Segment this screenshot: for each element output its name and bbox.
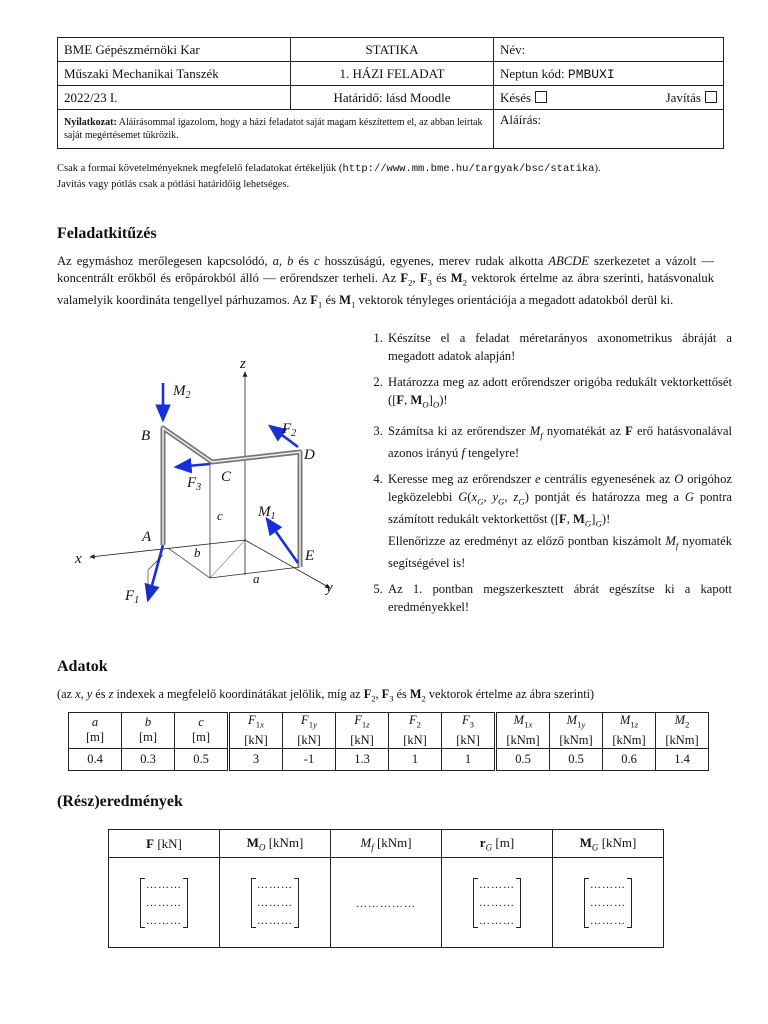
value-m1z: 0.6 — [603, 748, 656, 770]
declaration-label: Nyilatkozat: — [64, 117, 117, 128]
value-f2: 1 — [389, 748, 442, 770]
answer-mg[interactable]: ……… ……… ……… — [553, 858, 664, 948]
header-table — [57, 37, 724, 149]
note-line2: Javítás vagy pótlás csak a pótlási határidőig lehetséges. — [57, 179, 290, 190]
value-b: 0.3 — [122, 748, 175, 770]
answer-f[interactable]: ……… ……… ……… — [109, 858, 220, 948]
neptun-label: Neptun kód: — [500, 65, 565, 81]
answer-rg[interactable]: ……… ……… ……… — [442, 858, 553, 948]
value-m1x: 0.5 — [496, 748, 550, 770]
value-c: 0.5 — [175, 748, 229, 770]
answer-mo[interactable]: ……… ……… ……… — [220, 858, 331, 948]
data-value-row — [69, 748, 709, 770]
data-note: (az x, y és z indexek a megfelelő koordinátákat jelölik, míg az $F_2$, $F_3$ és $M_2$ vektorok értelme az ábra szerinti) — [57, 687, 595, 704]
semester: 2022/23 I. — [58, 86, 291, 110]
section-title-data: Adatok — [57, 658, 108, 675]
problem-intro: Az egymáshoz merőlegesen kapcsolódó, a, b és c hosszúságú, egyenes, merev rudak alkotta ABCDE szerkezetet a vázolt — koncentrált erőkből és erőpárokból álló — erőrendszer terheli. Az $F_2$, $F_3$ és $M_2$ vektorok értelme az ábra szerinti, hatásvonaluk valamelyik koordináta tengellyel párhuzamos. Az $F_1$ és $M_1$ vektorok tényleges orientációja a megadott adatokból derül ki. — [57, 254, 715, 310]
results-table — [108, 829, 664, 948]
task-2: 2. Határozza meg az adott erőrendszer origóba redukált vektorkettősét ([F, $M_O]_O$)! — [386, 374, 732, 414]
task-3: 3. Számítsa ki az erőrendszer $M_f$ nyomatékát az F erő hatásvonalával azonos irányú f tengelyre! — [386, 423, 732, 463]
label-a-point: A — [142, 529, 152, 545]
note-text: Csak a formai követelményeknek megfelelő feladatokat értékeljük ( — [57, 163, 343, 174]
department: Műszaki Mechanikai Tanszék — [58, 62, 291, 86]
declaration — [58, 110, 494, 149]
faculty: BME Gépészmérnöki Kar — [58, 38, 291, 62]
label-m2: $M_2$ — [173, 383, 191, 401]
task-1: 1. Készítse el a feladat méretarányos axonometrikus ábráját a megadott adatok alapján! — [386, 330, 732, 365]
correction-label: Javítás — [665, 89, 701, 105]
f3-arrow — [176, 464, 210, 467]
label-a-dim: a — [253, 571, 260, 586]
section-title-problem: Feladatkitűzés — [57, 225, 157, 242]
value-m2: 1.4 — [656, 748, 709, 770]
notes — [57, 161, 724, 193]
value-f1x: 3 — [229, 748, 283, 770]
label-e: E — [305, 548, 315, 564]
label-c-dim: c — [217, 508, 223, 523]
value-f1z: 1.3 — [336, 748, 389, 770]
value-f3: 1 — [442, 748, 496, 770]
label-x: x — [75, 551, 82, 567]
late-correction-cell — [494, 86, 724, 110]
label-f3: $F_3$ — [187, 475, 202, 493]
label-b-dim: b — [194, 545, 201, 560]
label-m1: $M_1$ — [258, 504, 276, 522]
signature-field[interactable]: Aláírás: — [494, 110, 724, 149]
m1-arrow — [267, 519, 298, 563]
label-b: B — [141, 428, 151, 444]
label-c: C — [221, 469, 232, 485]
value-f1y: -1 — [283, 748, 336, 770]
label-y: y — [326, 580, 333, 596]
data-header-row: a [m] b [m] c [m] $F_{1x}$ [kN] $F_{1y}$ [kN] $F_{1z}$ [kN] $F_2$ [kN] $F_3$ [kN] $M_{1x}$ [kNm] $M_{1y}$ [kNm] $M_{1z}$ [kNm] $M_2$ [kNm] — [69, 713, 709, 749]
course-url-link[interactable]: http://www.mm.bme.hu/targyak/bsc/statika — [342, 163, 595, 175]
structure-bars — [163, 428, 300, 567]
label-f2: $F_2$ — [282, 421, 297, 439]
task-5: 5. Az 1. pontban megszerkesztett ábrát egészítse ki a kapott eredményekkel! — [386, 581, 732, 616]
late-label: Késés — [500, 89, 532, 105]
deadline: Határidő: lásd Moodle — [291, 86, 494, 110]
name-field[interactable]: Név: — [494, 38, 724, 62]
late-checkbox[interactable] — [535, 91, 547, 103]
neptun-code: PMBUXI — [567, 66, 615, 82]
results-header-row: F [kN] $M_O$ [kNm] $M_f$ [kNm] $r_G$ [m] $M_G$ [kNm] — [109, 830, 664, 858]
correction-checkbox[interactable] — [705, 91, 717, 103]
value-m1y: 0.5 — [550, 748, 603, 770]
structure-figure — [60, 350, 360, 610]
label-z: z — [240, 356, 246, 372]
assignment-title: 1. HÁZI FELADAT — [291, 62, 494, 86]
label-f1: $F_1$ — [125, 588, 140, 606]
section-title-results: (Rész)eredmények — [57, 793, 183, 810]
data-table — [68, 712, 709, 771]
label-d: D — [304, 447, 315, 463]
value-a: 0.4 — [69, 748, 122, 770]
x-axis — [90, 540, 245, 557]
declaration-text: Aláírásommal igazolom, hogy a házi feladatot saját magam készítettem el, az abban leírtak saját megértésemet tükrözik. — [64, 117, 483, 141]
course: STATIKA — [291, 38, 494, 62]
answer-mf[interactable]: …………… — [331, 858, 442, 948]
task-4: 4. Keresse meg az erőrendszer e centrális egyenesének az O origóhoz legközelebbi $G(x_G$, $y_G$, $z_G$) pontját és határozza meg a G pontra számított redukált vektorkettőst ([F, $M_G]_G$)! Ellenőrizze az eredményt az előző pontban kiszámolt $M_f$ nyomaték segítségével is! — [386, 471, 732, 572]
task-list — [368, 330, 732, 625]
note-end: ). — [594, 163, 601, 174]
results-answer-row — [109, 858, 664, 948]
neptun-field[interactable] — [494, 62, 724, 86]
f1-arrow — [148, 545, 163, 600]
